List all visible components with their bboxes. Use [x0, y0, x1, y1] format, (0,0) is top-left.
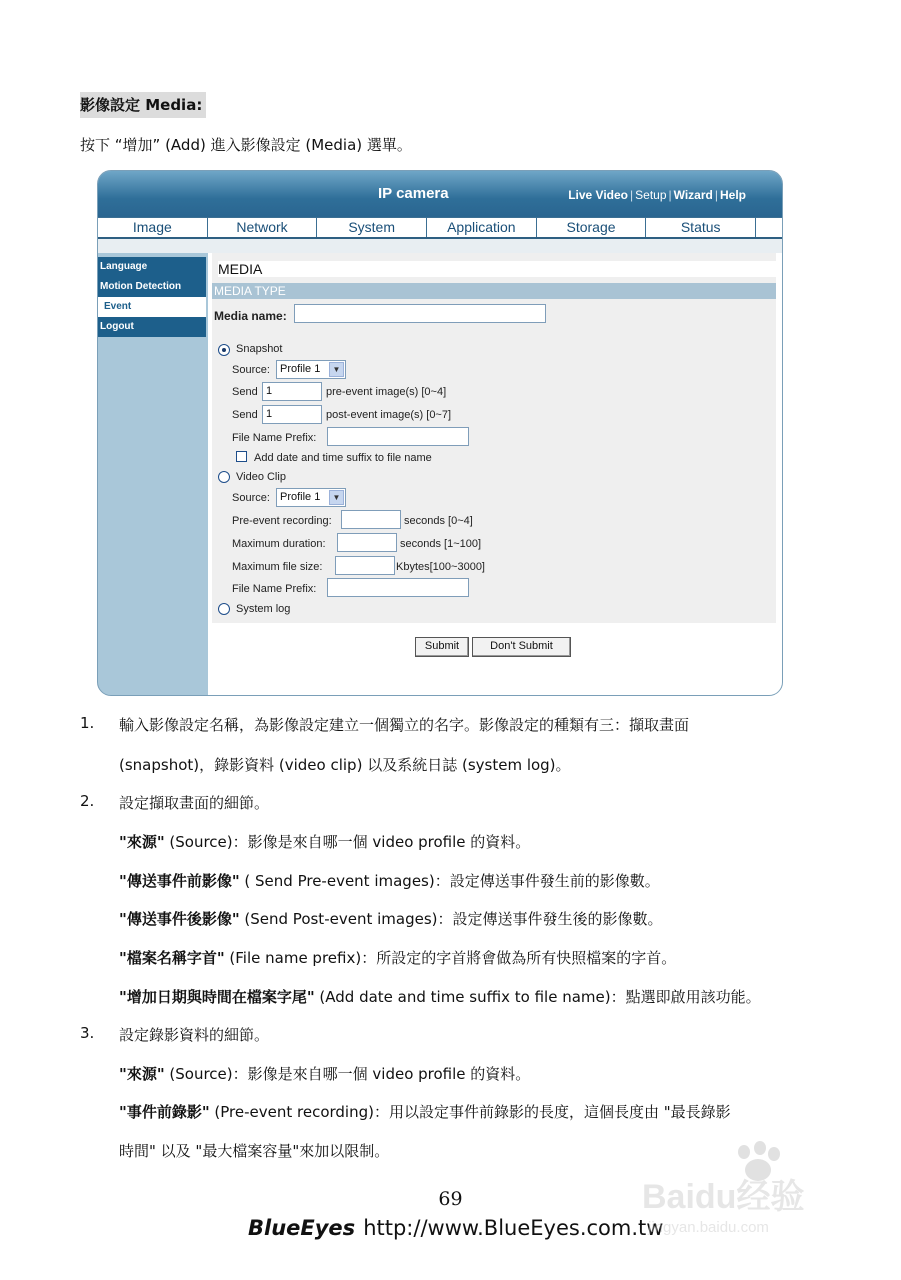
- camera-title: IP camera: [378, 185, 449, 202]
- watermark-url: jingyan.baidu.com: [648, 1219, 769, 1236]
- sidebar-item-logout[interactable]: Logout: [98, 317, 206, 337]
- chevron-down-icon: ▼: [329, 490, 344, 505]
- snapshot-prefix-desc: "檔案名稱字首" (File name prefix)：所設定的字首將會做為所有快照檔案的字首。: [119, 949, 677, 967]
- snapshot-label: Snapshot: [236, 343, 283, 355]
- snapshot-prefix-input[interactable]: [327, 427, 469, 446]
- sidebar-item-language[interactable]: Language: [98, 257, 206, 277]
- pre-event-recording-input[interactable]: [341, 510, 401, 529]
- item-number-3: 3.: [80, 1024, 95, 1042]
- pre-event-images-text: pre-event image(s) [0~4]: [326, 386, 447, 398]
- suffix-checkbox[interactable]: [236, 451, 247, 462]
- media-name-label: Media name:: [214, 309, 287, 323]
- nav-application[interactable]: Application: [427, 218, 537, 237]
- max-file-size-label: Maximum file size:: [232, 561, 323, 573]
- max-file-size-input[interactable]: [335, 556, 395, 575]
- item-2-title: 設定擷取畫面的細節。: [119, 794, 270, 812]
- item-3-title: 設定錄影資料的細節。: [119, 1026, 270, 1044]
- max-duration-label: Maximum duration:: [232, 538, 326, 550]
- video-source-label: Source:: [232, 492, 270, 504]
- snapshot-source-select[interactable]: [276, 360, 346, 379]
- video-source-select[interactable]: [276, 488, 346, 507]
- pre-event-recording-label: Pre-event recording:: [232, 515, 332, 527]
- link-help[interactable]: Help: [719, 188, 746, 202]
- baidu-watermark: [640, 1140, 850, 1240]
- pre-event-images-input[interactable]: 1: [262, 382, 322, 401]
- page-title: MEDIA: [218, 261, 782, 277]
- blueeyes-logo: BlueEyes: [248, 1216, 356, 1240]
- main-nav: [98, 217, 782, 239]
- video-clip-radio[interactable]: [218, 471, 230, 483]
- snapshot-prefix-label: File Name Prefix:: [232, 432, 317, 444]
- post-event-images-text: post-event image(s) [0~7]: [326, 409, 452, 421]
- dont-submit-button[interactable]: Don't Submit: [472, 637, 571, 657]
- link-live-video[interactable]: Live Video: [568, 188, 629, 202]
- intro-text: 按下 “增加” (Add) 進入影像設定 (Media) 選單。: [80, 136, 412, 154]
- video-prefix-input[interactable]: [327, 578, 469, 597]
- camera-banner: [98, 171, 782, 217]
- snapshot-suffix-desc: "增加日期與時間在檔案字尾" (Add date and time suffix to file name)：點選即啟用該功能。: [119, 988, 761, 1006]
- submit-button[interactable]: Submit: [415, 637, 469, 657]
- sidebar-item-event[interactable]: Event: [98, 297, 206, 317]
- send-pre-label: Send: [232, 386, 258, 398]
- snapshot-pre-desc: "傳送事件前影像" ( Send Pre-event images)：設定傳送事件發生前的影像數。: [119, 872, 660, 890]
- page-number: 69: [438, 1188, 463, 1210]
- media-type-header: MEDIA TYPE: [212, 283, 776, 299]
- media-form: [212, 253, 776, 623]
- watermark-text: Baidu经验: [642, 1178, 805, 1216]
- video-pre-desc-cont: 時間" 以及 "最大檔案容量"來加以限制。: [119, 1142, 390, 1160]
- link-wizard[interactable]: Wizard: [673, 188, 713, 202]
- max-duration-input[interactable]: [337, 533, 397, 552]
- item-number-2: 2.: [80, 792, 95, 810]
- content-panel: [208, 253, 783, 696]
- send-post-label: Send: [232, 409, 258, 421]
- nav-spacer: [98, 239, 782, 253]
- video-source-value: Profile 1: [280, 491, 321, 503]
- footer: [248, 1216, 663, 1240]
- nav-status[interactable]: Status: [646, 218, 756, 237]
- video-source-desc: "來源" (Source)：影像是來自哪一個 video profile 的資料。: [119, 1065, 531, 1083]
- max-duration-unit: seconds [1~100]: [400, 538, 482, 550]
- camera-ui-screenshot: [97, 170, 783, 696]
- section-heading: 影像設定 Media:: [80, 92, 206, 118]
- item-1-line-1: 輸入影像設定名稱，為影像設定建立一個獨立的名字。影像設定的種類有三：擷取畫面: [119, 716, 690, 734]
- video-pre-desc: "事件前錄影" (Pre-event recording)：用以設定事件前錄影的長度，這個長度由 "最長錄影: [119, 1103, 731, 1121]
- footer-url[interactable]: http://www.BlueEyes.com.tw: [363, 1216, 664, 1240]
- sidebar-item-motion-detection[interactable]: Motion Detection: [98, 277, 206, 297]
- post-event-images-input[interactable]: 1: [262, 405, 322, 424]
- nav-storage[interactable]: Storage: [537, 218, 647, 237]
- system-log-label: System log: [236, 603, 291, 615]
- sidebar: [98, 257, 206, 337]
- snapshot-post-desc: "傳送事件後影像" (Send Post-event images)：設定傳送事件發生後的影像數。: [119, 910, 663, 928]
- nav-system[interactable]: System: [317, 218, 427, 237]
- item-number-1: 1.: [80, 714, 95, 732]
- pre-event-recording-unit: seconds [0~4]: [404, 515, 473, 527]
- snapshot-source-label: Source:: [232, 364, 270, 376]
- video-clip-label: Video Clip: [236, 471, 286, 483]
- chevron-down-icon: ▼: [329, 362, 344, 377]
- suffix-label: Add date and time suffix to file name: [254, 452, 432, 464]
- system-log-radio[interactable]: [218, 603, 230, 615]
- nav-network[interactable]: Network: [208, 218, 318, 237]
- video-prefix-label: File Name Prefix:: [232, 583, 317, 595]
- media-name-input[interactable]: [294, 304, 546, 323]
- top-links: Live Video | Setup | Wizard | Help: [568, 188, 746, 202]
- link-setup[interactable]: Setup: [635, 188, 667, 202]
- paw-icon: [738, 1141, 780, 1181]
- max-file-size-unit: Kbytes[100~3000]: [396, 561, 485, 573]
- snapshot-source-value: Profile 1: [280, 363, 321, 375]
- snapshot-source-desc: "來源" (Source)：影像是來自哪一個 video profile 的資料。: [119, 833, 531, 851]
- item-1-line-2: (snapshot)，錄影資料 (video clip) 以及系統日誌 (system log)。: [119, 756, 571, 774]
- nav-image[interactable]: Image: [98, 218, 208, 237]
- snapshot-radio[interactable]: [218, 344, 230, 356]
